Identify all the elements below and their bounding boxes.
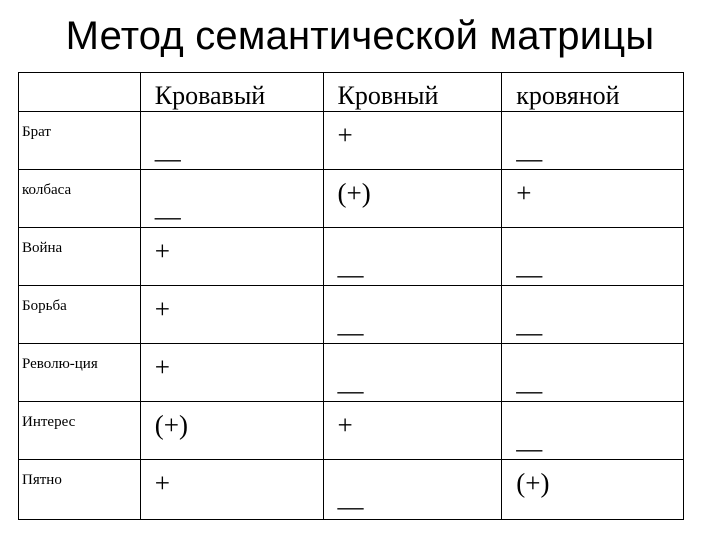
matrix-mark: — — [154, 202, 181, 231]
matrix-mark: + — [516, 178, 532, 208]
row-label: Револю-ция — [19, 344, 141, 402]
header-corner-cell — [19, 73, 141, 112]
matrix-mark: — — [516, 318, 543, 347]
row-label: колбаса — [19, 170, 141, 228]
matrix-mark: (+) — [516, 468, 550, 498]
matrix-mark: (+) — [154, 410, 188, 440]
matrix-mark: — — [337, 492, 364, 521]
table-row — [19, 228, 684, 286]
row-label: Интерес — [19, 402, 141, 460]
matrix-mark: — — [154, 144, 181, 173]
table-row — [19, 460, 684, 520]
column-header-krovyanoi: кровяной — [502, 73, 684, 112]
matrix-mark: + — [337, 120, 353, 150]
row-label: Борьба — [19, 286, 141, 344]
column-header-krovnyi: Кровный — [323, 73, 502, 112]
matrix-mark: (+) — [337, 178, 371, 208]
matrix-mark: — — [516, 144, 543, 173]
matrix-mark: — — [516, 376, 543, 405]
column-header-krovavyi: Кровавый — [140, 73, 323, 112]
matrix-mark: + — [154, 236, 170, 266]
matrix-mark: + — [154, 468, 170, 498]
table-header-row — [19, 73, 684, 112]
matrix-mark: + — [154, 294, 170, 324]
table-row — [19, 112, 684, 170]
table-row — [19, 402, 684, 460]
matrix-mark: + — [154, 352, 170, 382]
matrix-mark: — — [516, 434, 543, 463]
row-label: Война — [19, 228, 141, 286]
table-row — [19, 344, 684, 402]
matrix-mark: — — [516, 260, 543, 289]
matrix-mark: — — [337, 318, 364, 347]
table-row — [19, 170, 684, 228]
matrix-mark: — — [337, 260, 364, 289]
row-label: Пятно — [19, 460, 141, 520]
semantic-matrix-table — [18, 72, 684, 520]
slide-title: Метод семантической матрицы — [65, 14, 655, 58]
matrix-mark: — — [337, 376, 364, 405]
matrix-mark: + — [337, 410, 353, 440]
row-label: Брат — [19, 112, 141, 170]
table-row — [19, 286, 684, 344]
